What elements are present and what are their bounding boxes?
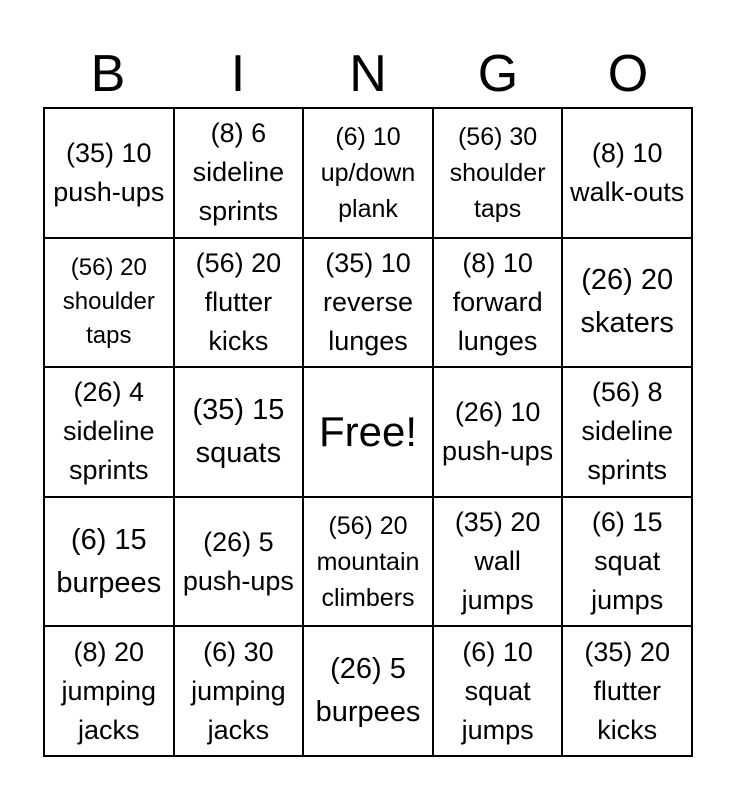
cell-text: (8) 6 sideline sprints: [192, 118, 285, 227]
header-letter-g: G: [477, 45, 519, 103]
cell-text: (26) 5 push-ups: [182, 526, 294, 596]
header-letter-o: O: [607, 45, 649, 103]
cell-text: (6) 15 burpees: [56, 523, 162, 599]
bingo-cell[interactable]: [562, 626, 692, 756]
bingo-cell[interactable]: [44, 497, 174, 627]
bingo-cell[interactable]: [174, 497, 304, 627]
cell-text: (8) 10 walk-outs: [570, 137, 685, 207]
bingo-cell[interactable]: [433, 238, 563, 368]
bingo-cell[interactable]: [562, 367, 692, 497]
bingo-cell[interactable]: [174, 238, 304, 368]
cell-text: (35) 20 wall jumps: [454, 507, 541, 616]
bingo-cell[interactable]: [174, 108, 304, 238]
cell-text: (6) 30 jumping jacks: [191, 636, 286, 745]
bingo-cell[interactable]: [174, 367, 304, 497]
bingo-cell[interactable]: [433, 626, 563, 756]
cell-text: (35) 10 reverse lunges: [322, 247, 413, 356]
cell-text: (26) 5 burpees: [315, 653, 421, 729]
header-letter-b: B: [90, 45, 126, 103]
bingo-cell[interactable]: [562, 238, 692, 368]
cell-text: (8) 20 jumping jacks: [61, 636, 157, 745]
bingo-cell[interactable]: [44, 238, 174, 368]
bingo-cell[interactable]: [44, 367, 174, 497]
cell-text: (56) 8 sideline sprints: [581, 377, 673, 486]
cell-text: (8) 10 forward lunges: [452, 247, 543, 356]
cell-text: (35) 20 flutter kicks: [584, 636, 670, 745]
bingo-cell[interactable]: [433, 367, 563, 497]
cell-text: (56) 20 mountain climbers: [316, 511, 420, 612]
cell-text: (6) 10 up/down plank: [320, 122, 416, 223]
bingo-cell[interactable]: [433, 497, 563, 627]
header-letter-n: N: [349, 45, 387, 103]
free-space[interactable]: [303, 367, 433, 497]
free-space-text: Free!: [318, 407, 417, 455]
bingo-cell[interactable]: [44, 108, 174, 238]
cell-text: (56) 20 shoulder taps: [62, 254, 155, 350]
bingo-cell[interactable]: [562, 497, 692, 627]
bingo-header: [43, 42, 693, 106]
cell-text: (6) 10 squat jumps: [461, 636, 534, 745]
header-letter-i: I: [230, 45, 246, 103]
bingo-cell[interactable]: [303, 497, 433, 627]
bingo-cell[interactable]: [303, 238, 433, 368]
cell-text: (56) 20 flutter kicks: [195, 247, 282, 356]
cell-text: (26) 10 push-ups: [442, 396, 554, 466]
cell-text: (26) 4 sideline sprints: [63, 377, 155, 486]
cell-text: (6) 15 squat jumps: [591, 507, 664, 616]
bingo-cell[interactable]: [174, 626, 304, 756]
cell-text: (26) 20 skaters: [580, 264, 674, 340]
bingo-cell[interactable]: [44, 626, 174, 756]
bingo-cell[interactable]: [562, 108, 692, 238]
bingo-cell[interactable]: [303, 108, 433, 238]
cell-text: (35) 10 push-ups: [53, 137, 165, 207]
cell-text: (56) 30 shoulder taps: [449, 122, 546, 223]
bingo-cell[interactable]: [303, 626, 433, 756]
bingo-grid: [43, 107, 693, 757]
bingo-cell[interactable]: [433, 108, 563, 238]
cell-text: (35) 15 squats: [192, 393, 285, 469]
